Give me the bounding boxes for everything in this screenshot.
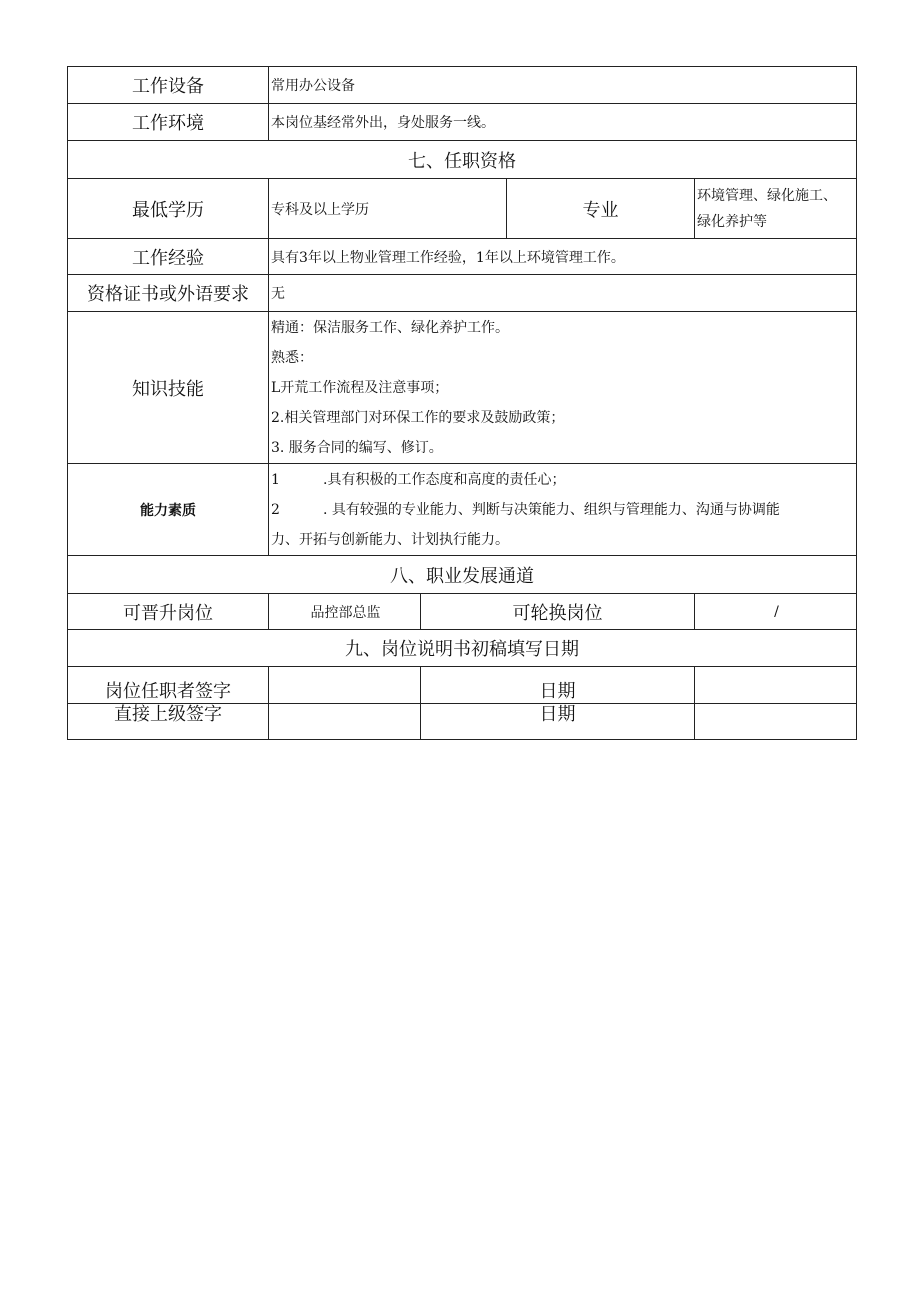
job-description-table bbox=[67, 66, 857, 740]
equipment-row bbox=[68, 67, 857, 104]
ability-row bbox=[68, 464, 857, 556]
certificate-label: 资格证书或外语要求 bbox=[68, 275, 269, 312]
supervisor-date-label: 日期 bbox=[421, 704, 695, 740]
section-9-row bbox=[68, 630, 857, 667]
knowledge-line-3: L开荒工作流程及注意事项； bbox=[271, 379, 449, 396]
section-7-title: 七、任职资格 bbox=[68, 141, 857, 179]
major-value-line-2: 绿化养护等 bbox=[697, 213, 767, 230]
major-value bbox=[695, 179, 857, 239]
certificate-value: 无 bbox=[269, 275, 857, 312]
major-value-line-1: 环境管理、绿化施工、 bbox=[697, 187, 837, 204]
knowledge-line-1: 精通：保洁服务工作、绿化养护工作。 bbox=[271, 319, 509, 336]
knowledge-label: 知识技能 bbox=[68, 312, 269, 464]
supervisor-signature-field[interactable] bbox=[269, 704, 421, 740]
ability-item-2-text: . 具有较强的专业能力、判断与决策能力、组织与管理能力、沟通与协调能 bbox=[323, 501, 780, 518]
major-label: 专业 bbox=[507, 179, 695, 239]
ability-item-1 bbox=[269, 465, 856, 495]
experience-row bbox=[68, 239, 857, 275]
ability-item-2-continued: 力、开拓与创新能力、计划执行能力。 bbox=[271, 531, 509, 548]
equipment-value: 常用办公设备 bbox=[269, 67, 857, 104]
education-row bbox=[68, 179, 857, 239]
education-label: 最低学历 bbox=[68, 179, 269, 239]
certificate-row bbox=[68, 275, 857, 312]
knowledge-row bbox=[68, 312, 857, 464]
holder-signature-label: 岗位任职者签字 bbox=[68, 667, 269, 704]
supervisor-signature-row bbox=[68, 704, 857, 740]
promote-label: 可晋升岗位 bbox=[68, 594, 269, 630]
rotate-value: / bbox=[695, 594, 857, 630]
experience-label: 工作经验 bbox=[68, 239, 269, 275]
holder-signature-row bbox=[68, 667, 857, 704]
supervisor-date-field[interactable] bbox=[695, 704, 857, 740]
ability-value bbox=[269, 464, 857, 556]
ability-item-1-number: 1 bbox=[271, 471, 280, 488]
holder-signature-field[interactable] bbox=[269, 667, 421, 704]
environment-label: 工作环境 bbox=[68, 104, 269, 141]
holder-date-field[interactable] bbox=[695, 667, 857, 704]
rotate-label: 可轮换岗位 bbox=[421, 594, 695, 630]
section-7-row bbox=[68, 141, 857, 179]
ability-item-2-number: 2 bbox=[271, 501, 280, 518]
experience-value: 具有3年以上物业管理工作经验，1年以上环境管理工作。 bbox=[269, 239, 857, 275]
knowledge-line-2: 熟悉： bbox=[271, 349, 313, 366]
environment-row bbox=[68, 104, 857, 141]
supervisor-signature-label: 直接上级签字 bbox=[68, 704, 269, 740]
career-row bbox=[68, 594, 857, 630]
environment-value: 本岗位基经常外出，身处服务一线。 bbox=[269, 104, 857, 141]
holder-date-label: 日期 bbox=[421, 667, 695, 704]
knowledge-line-4: 2.相关管理部门对环保工作的要求及鼓励政策； bbox=[271, 409, 565, 426]
education-value: 专科及以上学历 bbox=[269, 179, 507, 239]
knowledge-line-5: 3. 服务合同的编写、修订。 bbox=[271, 439, 443, 456]
equipment-label: 工作设备 bbox=[68, 67, 269, 104]
ability-label: 能力素质 bbox=[68, 464, 269, 556]
section-9-title: 九、岗位说明书初稿填写日期 bbox=[68, 630, 857, 667]
promote-value: 品控部总监 bbox=[269, 594, 421, 630]
section-8-title: 八、职业发展通道 bbox=[68, 556, 857, 594]
ability-item-2 bbox=[269, 495, 856, 525]
knowledge-value bbox=[269, 312, 857, 464]
section-8-row bbox=[68, 556, 857, 594]
ability-item-1-text: .具有积极的工作态度和高度的责任心； bbox=[323, 471, 566, 488]
